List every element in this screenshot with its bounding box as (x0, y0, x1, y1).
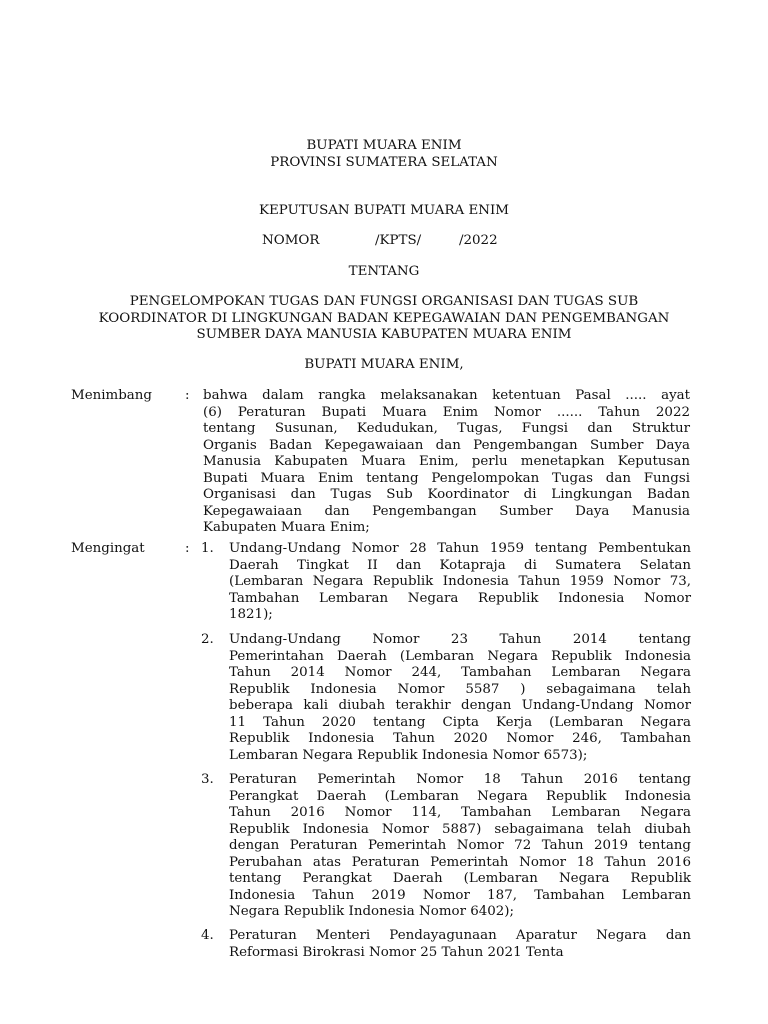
paragraph-line: Kepegawaiaan dan Pengembangan Sumber Daya Manusia (203, 503, 690, 519)
paragraph-line: Kabupaten Muara Enim; (203, 520, 370, 535)
subject-line: SUMBER DAYA MANUSIA KABUPATEN MUARA ENIM (196, 327, 572, 342)
decree-number-line (0, 233, 768, 250)
menimbang-paragraph (203, 388, 690, 537)
nomor-year: /2022 (459, 233, 498, 248)
paragraph-line: (Lembaran Negara Republik Indonesia Tahun 1959 Nomor 73, (229, 574, 691, 589)
paragraph-line: Peraturan Menteri Pendayagunaan Aparatur Negara dan (229, 928, 691, 943)
nomor-kpts: /KPTS/ (375, 233, 422, 248)
paragraph-line: Undang-Undang Nomor 23 Tahun 2014 tentang (229, 632, 691, 647)
paragraph-line: tentang Perangkat Daerah (Lembaran Negara Republik (229, 871, 691, 886)
mengingat-colon: : (185, 541, 190, 556)
paragraph-line: bahwa dalam rangka melaksanakan ketentuan Pasal ..... ayat (203, 388, 690, 403)
list-item-text (229, 928, 691, 961)
list-item-text (229, 772, 691, 921)
paragraph-line: tentang Susunan, Kedudukan, Tugas, Fungsi dan Struktur (203, 421, 690, 436)
paragraph-line: Negara Republik Indonesia Nomor 6402); (229, 904, 515, 919)
list-item-number: 4. (201, 928, 214, 943)
decision-title: KEPUTUSAN BUPATI MUARA ENIM (259, 203, 509, 218)
paragraph-line: Manusia Kabupaten Muara Enim, perlu menetapkan Keputusan (203, 454, 690, 469)
list-item-text (229, 632, 691, 764)
paragraph-line: Lembaran Negara Republik Indonesia Nomor 6573); (229, 747, 588, 763)
nomor-label: NOMOR (262, 233, 320, 248)
paragraph-line: 11 Tahun 2020 tentang Cipta Kerja (Lembaran Negara (229, 714, 691, 730)
paragraph-line: Organisasi dan Tugas Sub Koordinator di Lingkungan Badan (203, 487, 690, 502)
list-item-number: 1. (201, 541, 214, 556)
mengingat-label: Mengingat (71, 541, 145, 556)
paragraph-line: Organis Badan Kepegawaiaan dan Pengembangan Sumber Daya (203, 437, 690, 453)
paragraph-line: beberapa kali diubah terakhir dengan Undang-Undang Nomor (229, 698, 691, 713)
paragraph-line: Bupati Muara Enim tentang Pengelompokan Tugas dan Fungsi (203, 470, 690, 486)
menimbang-label: Menimbang (71, 388, 152, 403)
subject-line: PENGELOMPOKAN TUGAS DAN FUNGSI ORGANISASI DAN TUGAS SUB (129, 294, 639, 309)
paragraph-line: (6) Peraturan Bupati Muara Enim Nomor ...... Tahun 2022 (203, 404, 690, 420)
header-regent: BUPATI MUARA ENIM (306, 138, 462, 153)
list-item-text (229, 541, 691, 624)
paragraph-line: Perangkat Daerah (Lembaran Negara Republik Indonesia (229, 788, 691, 804)
paragraph-line: Reformasi Birokrasi Nomor 25 Tahun 2021 Tenta (229, 944, 564, 960)
menimbang-colon: : (185, 388, 190, 403)
paragraph-line: Tambahan Lembaran Negara Republik Indonesia Nomor (229, 590, 691, 606)
header-province: PROVINSI SUMATERA SELATAN (270, 155, 498, 170)
list-item-number: 3. (201, 772, 214, 787)
paragraph-line: dengan Peraturan Pemerintah Nomor 72 Tahun 2019 tentang (229, 838, 691, 853)
tentang-heading: TENTANG (348, 264, 420, 279)
paragraph-line: Republik Indonesia Nomor 5587 ) sebagaimana telah (229, 681, 691, 697)
paragraph-line: Peraturan Pemerintah Nomor 18 Tahun 2016 tentang (229, 772, 691, 787)
list-item-number: 2. (201, 632, 214, 647)
subject-line: KOORDINATOR DI LINGKUNGAN BADAN KEPEGAWAIAN DAN PENGEMBANGAN (98, 310, 670, 326)
paragraph-line: Republik Indonesia Tahun 2020 Nomor 246, Tambahan (229, 731, 691, 746)
paragraph-line: Pemerintahan Daerah (Lembaran Negara Republik Indonesia (229, 648, 691, 664)
paragraph-line: Undang-Undang Nomor 28 Tahun 1959 tentang Pembentukan (229, 541, 691, 556)
paragraph-line: Daerah Tingkat II dan Kotapraja di Sumatera Selatan (229, 557, 691, 573)
paragraph-line: Tahun 2014 Nomor 244, Tambahan Lembaran Negara (229, 665, 691, 680)
paragraph-line: Tahun 2016 Nomor 114, Tambahan Lembaran Negara (229, 805, 691, 820)
paragraph-line: Indonesia Tahun 2019 Nomor 187, Tambahan Lembaran (229, 887, 691, 903)
paragraph-line: 1821); (229, 607, 273, 622)
paragraph-line: Republik Indonesia Nomor 5887) sebagaimana telah diubah (229, 821, 691, 837)
decision-subject (60, 294, 708, 344)
paragraph-line: Perubahan atas Peraturan Pemerintah Nomor 18 Tahun 2016 (229, 854, 691, 870)
issuer-heading: BUPATI MUARA ENIM, (304, 357, 464, 372)
